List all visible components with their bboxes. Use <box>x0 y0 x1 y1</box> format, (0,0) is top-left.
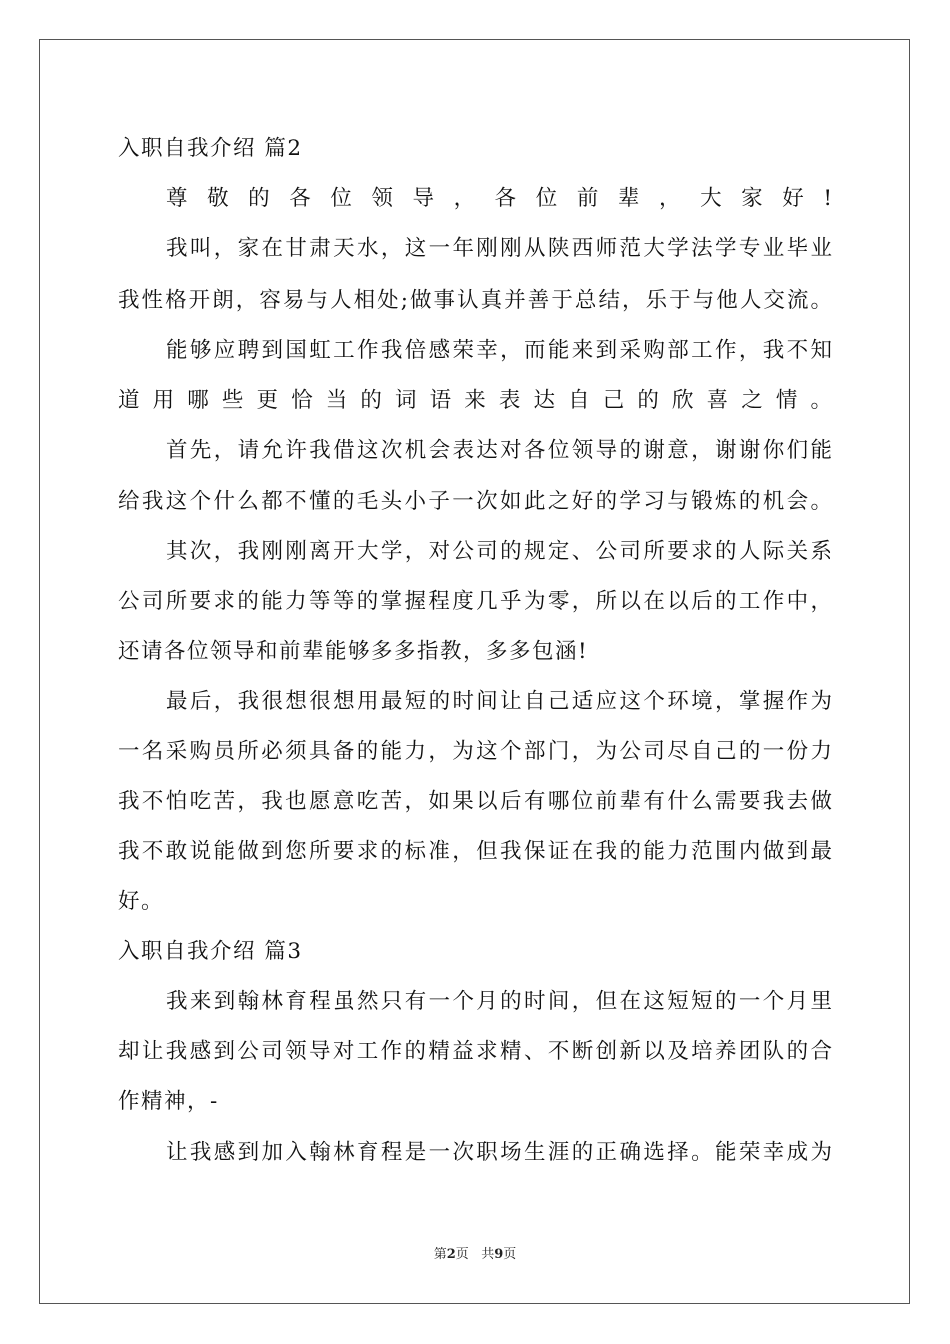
section-heading-2: 入职自我介绍 篇2 <box>118 136 303 161</box>
section-heading-3: 入职自我介绍 篇3 <box>118 939 303 964</box>
paragraph-line: 还请各位领导和前辈能够多多指教，多多包涵! <box>118 639 589 664</box>
total-label-prefix: 共 <box>481 1247 495 1262</box>
paragraph-line: 让我感到加入翰林育程是一次职场生涯的正确选择。能荣幸成为 <box>166 1140 832 1165</box>
paragraph-line: 我性格开朗，容易与人相处;做事认真并善于总结，乐于与他人交流。 <box>118 288 832 313</box>
page-label-suffix: 页 <box>455 1247 469 1262</box>
page-label-prefix: 第 <box>433 1247 447 1262</box>
paragraph-line: 最后，我很想很想用最短的时间让自己适应这个环境，掌握作为 <box>166 689 832 714</box>
paragraph-line: 作精神，- <box>118 1089 219 1114</box>
paragraph-line: 我来到翰林育程虽然只有一个月的时间，但在这短短的一个月里 <box>166 989 832 1014</box>
paragraph-line: 一名采购员所必须具备的能力，为这个部门，为公司尽自己的一份力 <box>118 739 832 764</box>
paragraph-line: 其次，我刚刚离开大学，对公司的规定、公司所要求的人际关系 <box>166 539 832 564</box>
paragraph-line: 我叫，家在甘肃天水，这一年刚刚从陕西师范大学法学专业毕业 <box>166 236 832 261</box>
paragraph-line: 公司所要求的能力等等的掌握程度几乎为零，所以在以后的工作中， <box>118 589 832 614</box>
paragraph-line: 能够应聘到国虹工作我倍感荣幸，而能来到采购部工作，我不知 <box>166 338 832 363</box>
paragraph-line: 尊敬的各位领导，各位前辈，大家好! <box>166 186 832 211</box>
paragraph-line: 给我这个什么都不懂的毛头小子一次如此之好的学习与锻炼的机会。 <box>118 489 832 514</box>
paragraph-line: 却让我感到公司领导对工作的精益求精、不断创新以及培养团队的合 <box>118 1039 832 1064</box>
total-label-suffix: 页 <box>503 1247 517 1262</box>
page-footer <box>0 1247 950 1263</box>
total-pages: 9 <box>494 1247 504 1262</box>
paragraph-line: 我不敢说能做到您所要求的标准，但我保证在我的能力范围内做到最 <box>118 839 832 864</box>
paragraph-line: 好。 <box>118 889 165 914</box>
page-number: 2 <box>446 1247 456 1262</box>
paragraph-line: 道用哪些更恰当的词语来表达自己的欣喜之情。 <box>118 388 832 413</box>
paragraph-line: 首先，请允许我借这次机会表达对各位领导的谢意，谢谢你们能 <box>166 438 832 463</box>
paragraph-line: 我不怕吃苦，我也愿意吃苦，如果以后有哪位前辈有什么需要我去做 <box>118 789 832 814</box>
